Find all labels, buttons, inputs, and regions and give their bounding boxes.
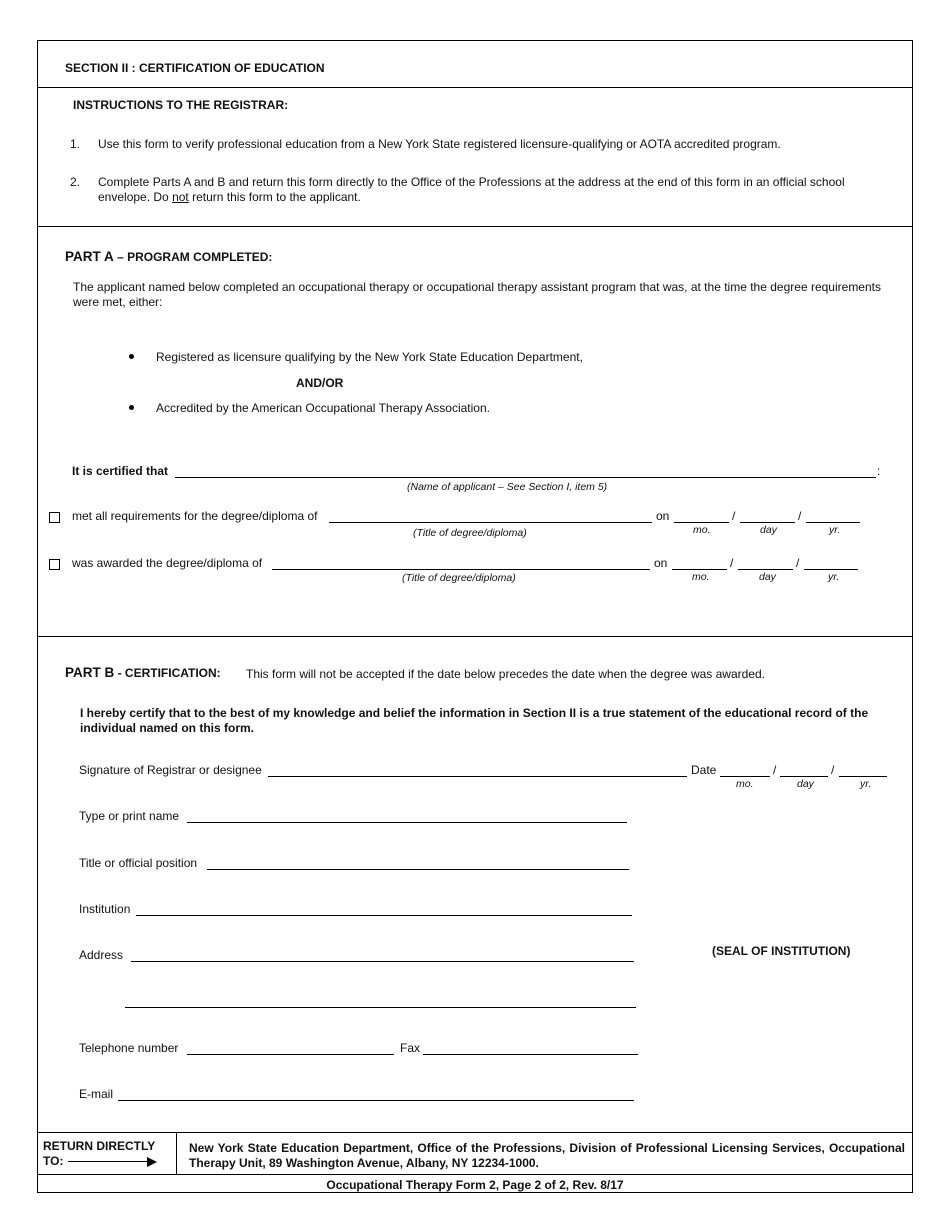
- instruction-2-text: Complete Parts A and B and return this form directly to the Office of the Professions at the address at the end of this form in an official school envelope. Do not return this form to the applicant.: [98, 175, 845, 204]
- arrow-head-icon: [147, 1157, 157, 1167]
- institution-field[interactable]: [136, 915, 632, 916]
- address-field-2[interactable]: [125, 1007, 636, 1008]
- certified-colon: :: [877, 464, 881, 478]
- instruction-2-number: 2.: [70, 175, 81, 189]
- divider: [37, 636, 913, 637]
- year-hint: yr.: [860, 778, 872, 790]
- return-address: New York State Education Department, Office of the Professions, Division of Professional Licensing Services, Occupational Therapy Unit, 89 Washington Avenue, Albany, NY 12234-1000.: [189, 1141, 905, 1170]
- date-slash: /: [730, 556, 734, 570]
- bullet-registered: Registered as licensure qualifying by the New York State Education Department,: [156, 350, 583, 364]
- instructions-heading: INSTRUCTIONS TO THE REGISTRAR:: [73, 98, 289, 112]
- print-name-field[interactable]: [187, 822, 627, 823]
- divider: [176, 1132, 177, 1174]
- divider: [37, 1174, 913, 1175]
- fax-field[interactable]: [423, 1054, 638, 1055]
- instruction-1-number: 1.: [70, 137, 81, 151]
- bullet-icon: [129, 354, 134, 359]
- day-hint: day: [760, 524, 777, 536]
- awarded-degree-label: was awarded the degree/diploma of: [72, 556, 263, 570]
- degree-title-hint: (Title of degree/diploma): [402, 572, 516, 584]
- date-slash: /: [773, 763, 777, 777]
- institution-label: Institution: [79, 902, 131, 916]
- section-title: SECTION II : CERTIFICATION OF EDUCATION: [65, 61, 325, 75]
- part-a-intro: The applicant named below completed an occupational therapy or occupational therapy assistant program that was, at the time the degree requirements were met, either:: [73, 280, 881, 309]
- date-slash: /: [796, 556, 800, 570]
- year-hint: yr.: [829, 524, 841, 536]
- telephone-field[interactable]: [187, 1054, 394, 1055]
- applicant-name-hint: (Name of applicant – See Section I, item 5): [407, 481, 608, 493]
- part-b-heading: PART B - CERTIFICATION:: [65, 665, 221, 680]
- signature-month-field[interactable]: [720, 776, 770, 777]
- on-label: on: [656, 509, 670, 523]
- certified-label: It is certified that: [72, 464, 169, 478]
- form-frame: [37, 40, 913, 1193]
- date-label: Date: [691, 763, 717, 777]
- year-field-2[interactable]: [804, 569, 858, 570]
- address-label: Address: [79, 948, 124, 962]
- part-b-note: This form will not be accepted if the date below precedes the date when the degree was awarded.: [246, 667, 765, 681]
- certification-statement: I hereby certify that to the best of my knowledge and belief the information in Section II is a true statement of the educational record of the individual named on this form.: [80, 706, 869, 735]
- arrow-icon: [68, 1161, 148, 1162]
- year-hint: yr.: [828, 571, 840, 583]
- month-hint: mo.: [692, 571, 710, 583]
- month-hint: mo.: [693, 524, 711, 536]
- day-hint: day: [759, 571, 776, 583]
- form-id: Occupational Therapy Form 2, Page 2 of 2, Rev. 8/17: [326, 1178, 624, 1192]
- print-name-label: Type or print name: [79, 809, 180, 823]
- email-label: E-mail: [79, 1087, 114, 1101]
- met-requirements-label: met all requirements for the degree/diploma of: [72, 509, 318, 523]
- bullet-icon: [129, 405, 134, 410]
- awarded-degree-checkbox[interactable]: [49, 559, 60, 570]
- month-field-1[interactable]: [674, 522, 729, 523]
- date-slash: /: [732, 509, 736, 523]
- on-label: on: [654, 556, 668, 570]
- date-slash: /: [798, 509, 802, 523]
- year-field-1[interactable]: [806, 522, 860, 523]
- return-directly-label: RETURN DIRECTLY TO:: [43, 1139, 156, 1168]
- part-a-heading: PART A – PROGRAM COMPLETED:: [65, 249, 273, 264]
- bullet-accredited: Accredited by the American Occupational Therapy Association.: [156, 401, 490, 415]
- day-field-1[interactable]: [740, 522, 795, 523]
- met-requirements-checkbox[interactable]: [49, 512, 60, 523]
- degree-title-hint: (Title of degree/diploma): [413, 527, 527, 539]
- telephone-label: Telephone number: [79, 1041, 179, 1055]
- degree-title-field-1[interactable]: [329, 522, 652, 523]
- day-field-2[interactable]: [738, 569, 793, 570]
- divider: [37, 87, 913, 88]
- day-hint: day: [797, 778, 814, 790]
- degree-title-field-2[interactable]: [272, 569, 650, 570]
- fax-label: Fax: [400, 1041, 421, 1055]
- signature-year-field[interactable]: [839, 776, 887, 777]
- and-or-label: AND/OR: [296, 376, 344, 390]
- month-hint: mo.: [736, 778, 754, 790]
- date-slash: /: [831, 763, 835, 777]
- applicant-name-field[interactable]: [175, 477, 876, 478]
- address-field-1[interactable]: [131, 961, 634, 962]
- divider: [37, 226, 913, 227]
- signature-label: Signature of Registrar or designee: [79, 763, 262, 777]
- divider: [37, 1132, 913, 1133]
- title-position-field[interactable]: [207, 869, 629, 870]
- instruction-1-text: Use this form to verify professional education from a New York State registered licensure-qualifying or AOTA accredited program.: [98, 137, 781, 151]
- title-position-label: Title or official position: [79, 856, 198, 870]
- seal-placeholder: (SEAL OF INSTITUTION): [712, 944, 851, 958]
- email-field[interactable]: [118, 1100, 634, 1101]
- signature-day-field[interactable]: [780, 776, 828, 777]
- signature-field[interactable]: [268, 776, 687, 777]
- month-field-2[interactable]: [672, 569, 727, 570]
